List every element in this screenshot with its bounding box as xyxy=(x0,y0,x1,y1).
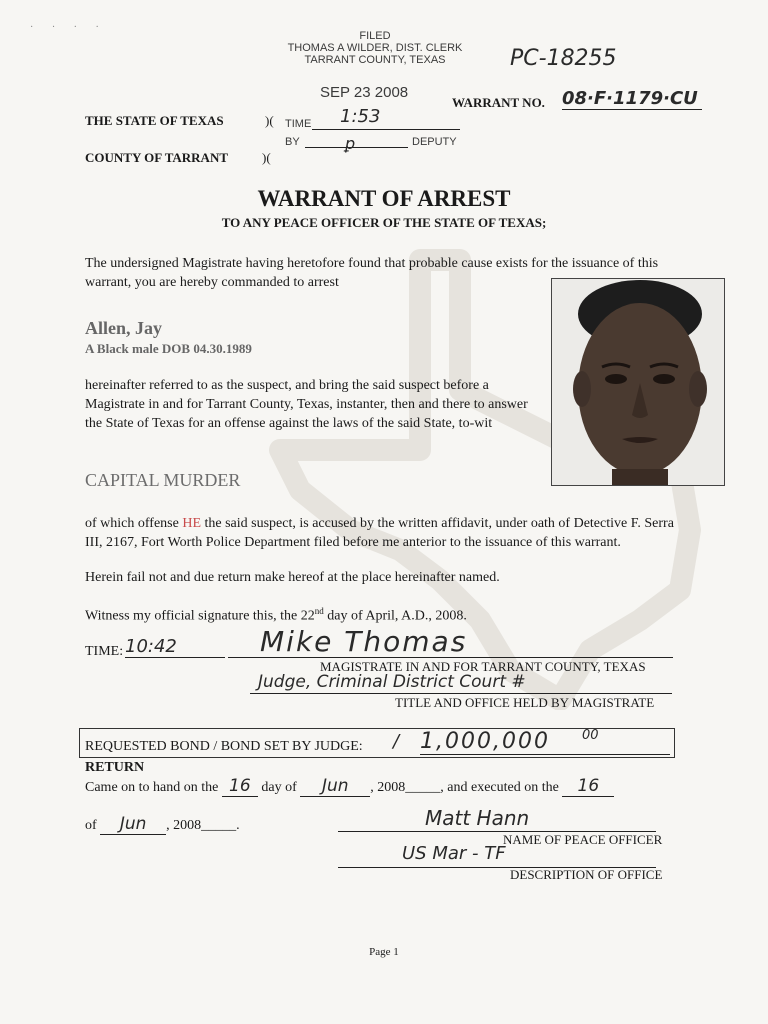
stamp-date: SEP 23 2008 xyxy=(320,84,409,101)
officer-label: NAME OF PEACE OFFICER xyxy=(503,832,663,847)
accusation-pre: of which offense xyxy=(85,516,179,531)
magistrate-signature: Mike Thomas xyxy=(260,625,468,658)
magistrate-line: MAGISTRATE IN AND FOR TARRANT COUNTY, TEXAS xyxy=(320,659,646,674)
suspect-paragraph: hereinafter referred to as the suspect, and bring the said suspect before a Magistrate in and for Tarrant County, Texas, instanter, then and there to answer the State of Texas for an offense against the laws of the said State, to-wit xyxy=(85,378,528,431)
return-day2: 16 xyxy=(562,777,614,797)
return-month2: Jun xyxy=(100,815,166,835)
filed-stamp xyxy=(270,30,480,66)
return-heading: RETURN xyxy=(85,760,145,775)
stamp-county: TARRANT COUNTY, TEXAS xyxy=(304,54,446,66)
accusation-post: the said suspect, is accused by the written affidavit, under oath of Detective F. Serra III, 2167, Fort Worth Police Department filed before me anterior to the issuance of this warrant. xyxy=(85,516,674,550)
stamp-time-label: TIME xyxy=(285,118,312,130)
stamp-filed: FILED xyxy=(359,30,391,42)
stamp-by-line xyxy=(305,136,408,148)
time-value: 10:42 xyxy=(125,636,225,658)
came-pre: Came on to hand on the xyxy=(85,780,219,795)
scan-specks: · · · · xyxy=(30,22,107,33)
stamp-by-initial: ꝑ xyxy=(345,134,356,153)
state-line: THE STATE OF TEXAS xyxy=(85,113,224,128)
return-year2: , 2008_____. xyxy=(166,818,240,833)
stamp-time-line xyxy=(312,115,460,130)
suspect-photo xyxy=(551,278,725,486)
bond-cents: 00 xyxy=(582,728,599,743)
accusation-paragraph xyxy=(85,514,685,552)
witness-post: day of April, A.D., 2008. xyxy=(323,608,467,624)
time-label: TIME: xyxy=(85,644,124,659)
title-office-line xyxy=(250,692,672,694)
fail-not-line: Herein fail not and due return make hereof at the place hereinafter named. xyxy=(85,570,500,585)
return-line1 xyxy=(85,777,614,797)
return-line2 xyxy=(85,815,240,835)
bond-amount: 1,000,000 xyxy=(420,729,670,755)
return-day-of: day of xyxy=(261,780,297,795)
return-month1: Jun xyxy=(300,777,370,797)
return-of: of xyxy=(85,818,97,833)
return-day1: 16 xyxy=(222,777,258,797)
bracket-1: )( xyxy=(265,113,274,128)
intro-paragraph: The undersigned Magistrate having heretofore found that probable cause exists for the issuance of this warrant, you are hereby commanded to arrest xyxy=(85,256,659,290)
magistrate-sig-line xyxy=(228,656,673,658)
warrant-no-value: 08·F·1179·CU xyxy=(562,88,702,110)
suspect-name: Allen, Jay xyxy=(85,318,163,338)
county-line: COUNTY OF TARRANT xyxy=(85,150,229,165)
witness-line xyxy=(85,602,467,626)
page-number: Page 1 xyxy=(369,946,399,958)
offense: CAPITAL MURDER xyxy=(85,470,241,490)
bond-slash: / xyxy=(393,731,400,752)
case-number: PC-18255 xyxy=(510,46,617,71)
stamp-deputy-label: DEPUTY xyxy=(412,136,457,148)
suspect-description: A Black male DOB 04.30.1989 xyxy=(85,341,252,356)
witness-pre: Witness my official signature this, the 22 xyxy=(85,608,315,624)
page-title: WARRANT OF ARREST xyxy=(257,186,511,211)
stamp-by-label: BY xyxy=(285,136,300,148)
office-label: DESCRIPTION OF OFFICE xyxy=(510,867,663,882)
witness-sup: nd xyxy=(314,606,324,616)
stamp-time-value: 1:53 xyxy=(340,106,381,127)
suspect-photo-image xyxy=(552,279,724,485)
bond-label: REQUESTED BOND / BOND SET BY JUDGE: xyxy=(85,739,363,754)
accusation-he: HE xyxy=(182,516,201,531)
page-subtitle: TO ANY PEACE OFFICER OF THE STATE OF TEXAS; xyxy=(221,215,547,230)
judge-title-handwritten: Judge, Criminal District Court # xyxy=(258,672,526,692)
office-handwritten: US Mar - TF xyxy=(402,843,506,864)
warrant-no-label: WARRANT NO. xyxy=(452,95,545,110)
stamp-clerk: THOMAS A WILDER, DIST. CLERK xyxy=(287,42,463,54)
officer-signature: Matt Hann xyxy=(425,806,530,830)
title-office-label: TITLE AND OFFICE HELD BY MAGISTRATE xyxy=(395,695,655,710)
bracket-2: )( xyxy=(262,150,271,165)
return-year-text: , 2008_____, and executed on the xyxy=(370,780,559,795)
